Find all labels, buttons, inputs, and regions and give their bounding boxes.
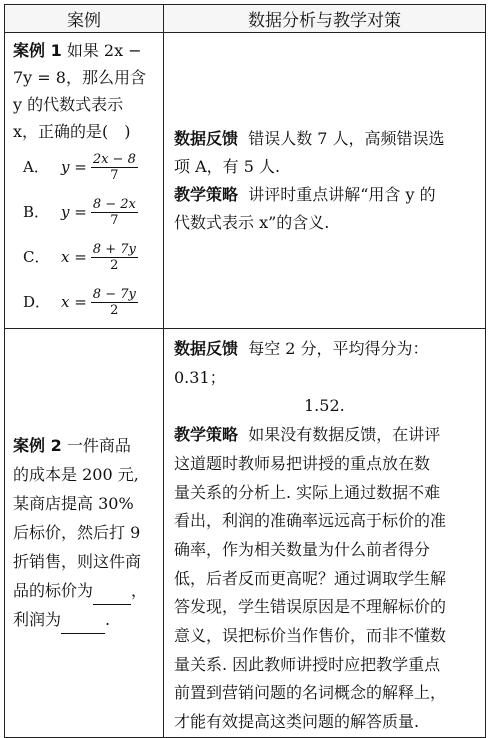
option-a: A． y = $\frac{2x - 8}{7}$ — [23, 152, 136, 183]
header-row — [5, 5, 486, 33]
case2-strategy-line-5: 低，后者反而更高呢？通过调取学生解 — [174, 568, 447, 588]
case2-feedback-label: 数据反馈 — [174, 339, 239, 358]
case2-q-l4: 后标价，然后打 9 — [13, 523, 141, 543]
case1-row — [5, 33, 486, 329]
case-table — [4, 4, 486, 738]
case2-strategy-line-6: 答发现，学生错误原因是不理解标价的 — [174, 597, 447, 617]
case2-analysis — [164, 329, 486, 738]
case2-q-l1: 一件商品 — [66, 436, 131, 456]
case1-strategy-l2: 代数式表示 x”的含义. — [174, 212, 330, 232]
case2-row — [5, 329, 486, 738]
case2-strategy-line-3: 看出，利润的准确率远远高于标价的准 — [174, 511, 447, 531]
header-case: 案例 — [5, 5, 164, 33]
case2-strategy-line-4: 确率，作为相关数量为什么前者得分 — [174, 539, 431, 559]
case1-title: 案例 1 — [13, 41, 62, 60]
header-analysis: 数据分析与教学对策 — [164, 5, 486, 33]
case2-feedback-l2: 1.52. — [304, 396, 345, 416]
case1-feedback-label: 数据反馈 — [174, 128, 239, 148]
case1-q-line2: 7y = 8，那么用含 — [13, 68, 146, 87]
case2-q-l6a: 品的标价为 — [13, 581, 94, 601]
option-d-fraction: $\frac{8 - 7y}{2}$ — [92, 287, 136, 318]
case2-strategy-line-9: 前置到营销问题的名词概念的解释上， — [174, 683, 447, 703]
case1-q-line1: 如果 2x − — [66, 41, 142, 60]
case2-strategy-line-10: 才能有效提高这类问题的解答质量. — [174, 712, 420, 732]
case1-strategy-l1: 讲评时重点讲解“用含 y 的 — [248, 184, 436, 204]
case1-q-line4: x，正确的是( ) — [13, 122, 131, 141]
option-c: C． x = $\frac{8 + 7y}{2}$ — [23, 242, 136, 273]
case2-title: 案例 2 — [13, 436, 62, 456]
case1-analysis — [164, 33, 486, 329]
answer-blank-price[interactable] — [93, 586, 131, 605]
case1-feedback-l2: 项 A，有 5 人. — [174, 156, 281, 176]
option-b-fraction: $\frac{8 - 2x}{7}$ — [92, 197, 136, 228]
option-b: B． y = $\frac{8 - 2x}{7}$ — [23, 197, 136, 228]
case1-q-line3: y 的代数式表示 — [13, 95, 124, 114]
answer-blank-profit[interactable] — [61, 615, 105, 634]
case2-strategy-line-8: 量关系. 因此教师讲授时应把教学重点 — [174, 654, 441, 674]
option-d: D． x = $\frac{8 - 7y}{2}$ — [23, 287, 136, 318]
case2-q-l7a: 利润为 — [13, 610, 62, 630]
option-a-fraction: $\frac{2x - 8}{7}$ — [92, 152, 136, 183]
case2-q-l2: 的成本是 200 元, — [13, 465, 139, 485]
case1-strategy-label: 教学策略 — [174, 184, 239, 204]
case2-strategy-label: 教学策略 — [174, 425, 239, 445]
case2-strategy-line-2: 量关系的分析上. 实际上通过数据不难 — [174, 482, 441, 502]
case1-feedback-l1: 错误人数 7 人，高频错误选 — [248, 128, 445, 148]
case2-strategy-line-7: 意义，误把标价当作售价，而非不懂数 — [174, 626, 447, 646]
case1-question — [5, 33, 164, 329]
case2-strategy-line-1: 这道题时教师易把讲授的重点放在数 — [174, 453, 431, 473]
option-c-fraction: $\frac{8 + 7y}{2}$ — [92, 242, 136, 273]
case2-question: 案例 2 一件商品 的成本是 200 元, 某商店提高 30% 后标价，然后打 9 折销售，则这件商 品的标价为 ， 利润为 . — [5, 329, 164, 738]
case2-feedback-l1: 每空 2 分，平均得分为：0.31； — [174, 339, 429, 387]
case2-q-l3: 某商店提高 30% — [13, 494, 134, 514]
case2-strategy-line-0: 如果没有数据反馈，在讲评 — [248, 425, 441, 445]
case2-q-l5: 折销售，则这件商 — [13, 552, 142, 572]
